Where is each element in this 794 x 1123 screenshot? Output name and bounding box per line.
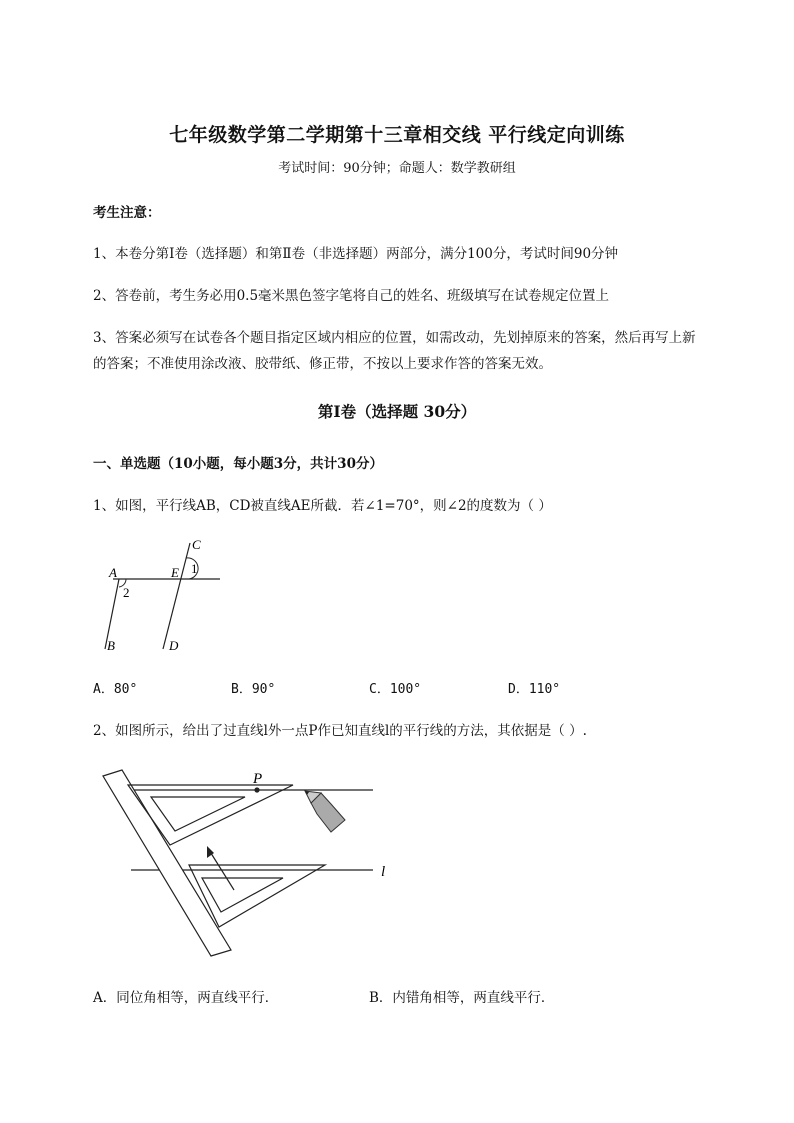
line-cd [163,543,190,649]
pencil-icon [305,791,345,832]
exam-info: 考试时间：90分钟；命题人：数学教研组 [278,161,516,176]
label-p: P [253,771,263,787]
question-2-option-a[interactable]: A．同位角相等，两直线平行． [93,990,279,1006]
label-d: D [169,638,179,653]
label-c: C [192,537,201,552]
notice-heading: 考生注意： [93,205,161,221]
notice-item-3-continued: 的答案；不准使用涂改液、胶带纸、修正带，不按以上要求作答的答案无效。 [93,356,552,372]
question-1-option-d[interactable]: D．110° [508,682,561,697]
question-1-text: 1、如图，平行线AB，CD被直线AE所截．若∠1=70°，则∠2的度数为（ ） [93,498,552,514]
notice-item-3: 3、答案必须写在试卷各个题目指定区域内相应的位置，如需改动，先划掉原来的答案，然后再写上新 [93,330,696,346]
point-p [254,787,259,792]
notice-item-1: 1、本卷分第Ⅰ卷（选择题）和第Ⅱ卷（非选择题）两部分，满分100分，考试时间90分钟 [93,246,619,262]
question-2-figure [93,762,403,962]
label-angle-2: 2 [123,585,130,600]
label-a: A [109,565,117,580]
label-e: E [171,565,179,580]
label-angle-1: 1 [191,561,198,576]
section-title: 第Ⅰ卷（选择题 30分） [317,402,477,421]
label-l: l [381,864,386,880]
question-1-option-b[interactable]: B．90° [231,682,276,697]
question-1-option-a[interactable]: A．80° [93,682,138,697]
ruler-icon [103,770,231,956]
question-2-text: 2、如图所示，给出了过直线l外一点P作已知直线l的平行线的方法，其依据是（ ）. [93,723,587,739]
page-title: 七年级数学第二学期第十三章相交线 平行线定向训练 [169,124,625,146]
part-heading: 一、单选题（10小题，每小题3分，共计30分） [93,456,383,472]
question-2-option-b[interactable]: B．内错角相等，两直线平行． [369,990,555,1006]
label-b: B [107,638,115,653]
notice-item-2: 2、答卷前，考生务必用0.5毫米黑色签字笔将自己的姓名、班级填写在试卷规定位置上 [93,288,610,304]
set-square-top-inner [151,797,245,831]
set-square-bottom-inner [202,878,283,912]
question-1-figure [93,535,233,657]
question-1-option-c[interactable]: C．100° [369,682,422,697]
